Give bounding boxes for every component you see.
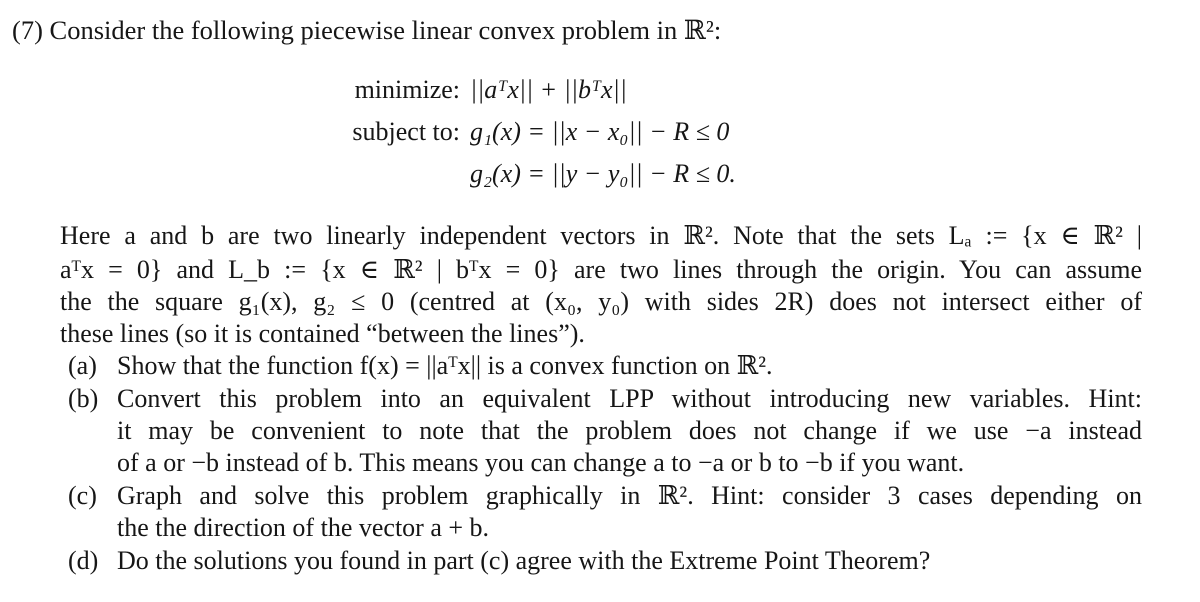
constraint-2: g₂(x) = ||y − y₀|| − R ≤ 0. (470, 159, 736, 188)
paragraph-line-1: Here a and b are two linearly independent vectors in ℝ². Note that the sets Lₐ := {x ∈ ℝ² | (60, 221, 1142, 250)
part-d-label: (d) (68, 546, 99, 575)
part-a-label: (a) (68, 351, 97, 380)
objective-label: minimize: (354, 75, 460, 104)
constraint-label: subject to: (352, 117, 460, 146)
part-a-text: Show that the function f(x) = ||aᵀx|| is a convex function on ℝ². (117, 351, 773, 380)
paragraph-line-2: aᵀx = 0} and L_b := {x ∈ ℝ² | bᵀx = 0} are two lines through the origin. You can assume (60, 255, 1142, 284)
part-c-line-2: the the direction of the vector a + b. (117, 513, 490, 542)
paragraph-line-3: the the square g₁(x), g₂ ≤ 0 (centred at (x₀, y₀) with sides 2R) does not intersect either of (60, 287, 1142, 316)
objective-expression: ||aᵀx|| + ||bᵀx|| (470, 75, 627, 104)
constraint-1: g₁(x) = ||x − x₀|| − R ≤ 0 (470, 117, 730, 146)
problem-heading: (7) Consider the following piecewise linear convex problem in ℝ²: (12, 15, 722, 45)
part-d-text: Do the solutions you found in part (c) agree with the Extreme Point Theorem? (117, 546, 931, 575)
part-b-label: (b) (68, 384, 99, 413)
part-c-line-1: Graph and solve this problem graphically in ℝ². Hint: consider 3 cases depending on (117, 481, 1142, 510)
paragraph-line-4: these lines (so it is contained “between the lines”). (60, 319, 585, 348)
part-b-line-2: it may be convenient to note that the problem does not change if we use −a instead (117, 416, 1142, 445)
part-c-label: (c) (68, 481, 97, 510)
part-b-line-3: of a or −b instead of b. This means you can change a to −a or b to −b if you want. (117, 448, 965, 477)
part-b-line-1: Convert this problem into an equivalent LPP without introducing new variables. Hint: (117, 384, 1142, 413)
